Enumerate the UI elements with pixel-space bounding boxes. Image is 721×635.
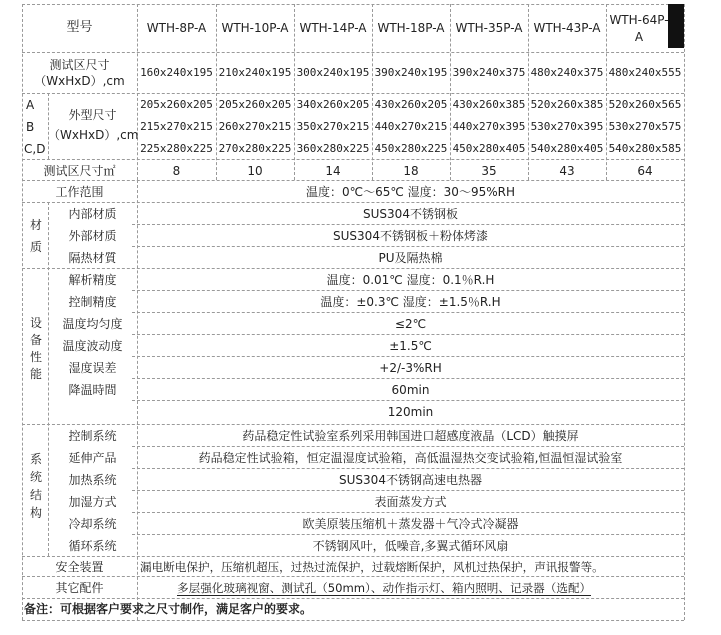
spec-value: PU及隔热棉 <box>378 251 443 265</box>
outer-size-value: 350x270x215 <box>296 120 370 133</box>
group-char: 统 <box>30 470 43 484</box>
spec-value: 药品稳定性试验室系列采用韩国进口超感度液晶（LCD）触摸屏 <box>242 429 579 443</box>
area-value: 18 <box>403 164 419 178</box>
grid-line <box>22 620 684 621</box>
group-char: 设 <box>30 316 43 330</box>
test-size-value: 390x240x195 <box>374 66 448 79</box>
spec-label: 解析精度 <box>68 273 117 287</box>
grid-line <box>132 400 684 401</box>
spec-value: 药品稳定性试验箱，恒定温湿度试验箱，高低温湿热交变试验箱,恒温恒湿试验室 <box>198 451 623 465</box>
outer-size-value: 260x270x215 <box>218 120 292 133</box>
outer-size-value: 450x280x405 <box>452 142 526 155</box>
side-letter: A <box>26 98 35 112</box>
note-text: 备注：可根据客户要求之尺寸制作，满足客户的要求。 <box>24 602 313 616</box>
outer-size-value: 440x270x395 <box>452 120 526 133</box>
spec-value: ±1.5℃ <box>389 339 432 353</box>
area-value: 64 <box>637 164 653 178</box>
outer-size-value: 430x260x205 <box>374 98 448 111</box>
spec-value: +2/-3%RH <box>379 361 442 375</box>
outer-size-value: 215x270x215 <box>140 120 213 133</box>
spec-label: 加湿方式 <box>68 495 117 509</box>
spec-value: 不锈钢风叶，低噪音,多翼式循环风扇 <box>312 539 509 553</box>
spec-label: 控制精度 <box>68 295 117 309</box>
spec-label: 内部材质 <box>68 207 117 221</box>
outer-size-value: 530x270x575 <box>608 120 682 133</box>
spec-label: 加热系统 <box>68 473 117 487</box>
group-char: 材 <box>30 218 43 232</box>
spec-label: 控制系统 <box>68 429 117 443</box>
model-name: WTH-35P-A <box>455 21 523 35</box>
spec-label: 温度波动度 <box>62 339 123 353</box>
area-value: 8 <box>172 164 181 178</box>
grid-line <box>22 268 684 269</box>
grid-line <box>132 312 684 313</box>
grid-line <box>132 468 684 469</box>
spec-value: 60min <box>391 383 430 397</box>
spec-value: ≤2℃ <box>394 317 427 331</box>
grid-line <box>132 290 684 291</box>
group-char: 结 <box>30 488 43 502</box>
outer-size-unit: （WxHxD）,cm <box>48 128 139 142</box>
outer-size-value: 530x270x395 <box>530 120 604 133</box>
outer-size-value: 360x280x225 <box>296 142 370 155</box>
spec-label: 隔热材質 <box>68 251 117 265</box>
group-char: 备 <box>30 333 43 347</box>
side-letter: B <box>26 120 35 134</box>
outer-size-value: 225x280x225 <box>140 142 213 155</box>
grid-line <box>684 4 685 620</box>
spec-value: SUS304不锈钢板＋粉体烤漆 <box>333 229 488 243</box>
grid-line <box>22 159 684 160</box>
spec-value: 120min <box>387 405 434 419</box>
grid-line <box>22 598 684 599</box>
spec-label: 温度均匀度 <box>62 317 123 331</box>
spec-value: SUS304不锈钢板 <box>363 207 458 221</box>
header-label: 型号 <box>66 20 93 35</box>
model-name: WTH-14P-A <box>299 21 367 35</box>
test-size-label: 测试区尺寸 <box>49 58 110 72</box>
grid-line <box>137 180 138 620</box>
outer-size-value: 440x270x215 <box>374 120 448 133</box>
model-name: WTH-10P-A <box>221 21 289 35</box>
model-name: WTH-43P-A <box>533 21 601 35</box>
model-name: WTH-8P-A <box>146 21 207 35</box>
spec-value: 欧美原装压缩机＋蒸发器＋气冷式冷凝器 <box>302 517 519 531</box>
grid-line <box>22 202 684 203</box>
grid-line <box>132 334 684 335</box>
model-name: WTH-64P-A <box>609 13 669 44</box>
grid-line <box>22 424 684 425</box>
outer-size-value: 520x260x385 <box>530 98 604 111</box>
test-size-value: 390x240x375 <box>452 66 526 79</box>
test-size-unit: （WxHxD）,cm <box>34 74 125 88</box>
outer-size-value: 540x280x405 <box>530 142 604 155</box>
grid-line <box>22 180 684 181</box>
spec-label: 降温時間 <box>68 383 117 397</box>
grid-line <box>22 4 684 5</box>
grid-line <box>132 378 684 379</box>
outer-size-value: 540x280x585 <box>608 142 682 155</box>
accessories-value: 多层强化玻璃视窗、测试孔（50mm）、动作指示灯、箱内照明、记录器（选配） <box>177 581 592 595</box>
outer-size-value: 430x260x385 <box>452 98 526 111</box>
group-char: 构 <box>30 506 43 520</box>
outer-size-value: 520x260x565 <box>608 98 682 111</box>
area-value: 43 <box>559 164 575 178</box>
grid-line <box>132 534 684 535</box>
spec-value: 表面蒸发方式 <box>374 495 447 509</box>
grid-line <box>132 224 684 225</box>
outer-size-value: 205x260x205 <box>140 98 213 111</box>
area-value: 14 <box>325 164 341 178</box>
grid-line <box>22 556 684 557</box>
spec-label: 延伸产品 <box>68 451 117 465</box>
model-name: WTH-18P-A <box>377 21 445 35</box>
grid-line <box>132 356 684 357</box>
test-size-value: 210x240x195 <box>218 66 292 79</box>
spec-label: 湿度误差 <box>68 361 117 375</box>
grid-line <box>132 246 684 247</box>
spec-value: 温度：±0.3℃ 湿度：±1.5％R.H <box>320 295 501 309</box>
range-value: 温度：0℃～65℃ 湿度：30～95%RH <box>306 185 515 199</box>
grid-line <box>22 4 23 620</box>
area-value: 10 <box>247 164 263 178</box>
accessories-label: 其它配件 <box>55 581 104 595</box>
black-marker <box>668 4 684 48</box>
area-value: 35 <box>481 164 497 178</box>
test-size-value: 300x240x195 <box>296 66 370 79</box>
area-label: 测试区尺寸㎡ <box>43 164 116 178</box>
safety-value: 漏电断电保护，压缩机超压，过热过流保护，过载熔断保护，风机过热保护，声讯报警等。 <box>140 560 604 574</box>
outer-size-value: 270x280x225 <box>218 142 292 155</box>
spec-label: 外部材质 <box>68 229 117 243</box>
side-letter: C,D <box>24 142 46 156</box>
group-char: 系 <box>30 452 43 466</box>
test-size-value: 480x240x555 <box>608 66 682 79</box>
grid-line <box>22 576 684 577</box>
grid-line <box>132 446 684 447</box>
grid-line <box>132 512 684 513</box>
safety-label: 安全装置 <box>55 560 104 574</box>
grid-line <box>48 93 49 159</box>
spec-label: 冷却系统 <box>68 517 117 531</box>
outer-size-value: 450x280x225 <box>374 142 448 155</box>
spec-value: 温度：0.01℃ 湿度：0.1％R.H <box>326 273 495 287</box>
grid-line <box>22 93 684 94</box>
group-char: 质 <box>30 240 43 254</box>
outer-size-value: 340x260x205 <box>296 98 370 111</box>
range-label: 工作范围 <box>55 185 104 199</box>
test-size-value: 160x240x195 <box>140 66 213 79</box>
group-char: 性 <box>30 350 43 364</box>
spec-value: SUS304不锈钢高速电热器 <box>339 473 482 487</box>
outer-size-label: 外型尺寸 <box>68 108 117 122</box>
test-size-value: 480x240x375 <box>530 66 604 79</box>
group-char: 能 <box>30 367 43 381</box>
grid-line <box>132 490 684 491</box>
spec-label: 循环系统 <box>68 539 117 553</box>
grid-line <box>22 52 684 53</box>
outer-size-value: 205x260x205 <box>218 98 292 111</box>
